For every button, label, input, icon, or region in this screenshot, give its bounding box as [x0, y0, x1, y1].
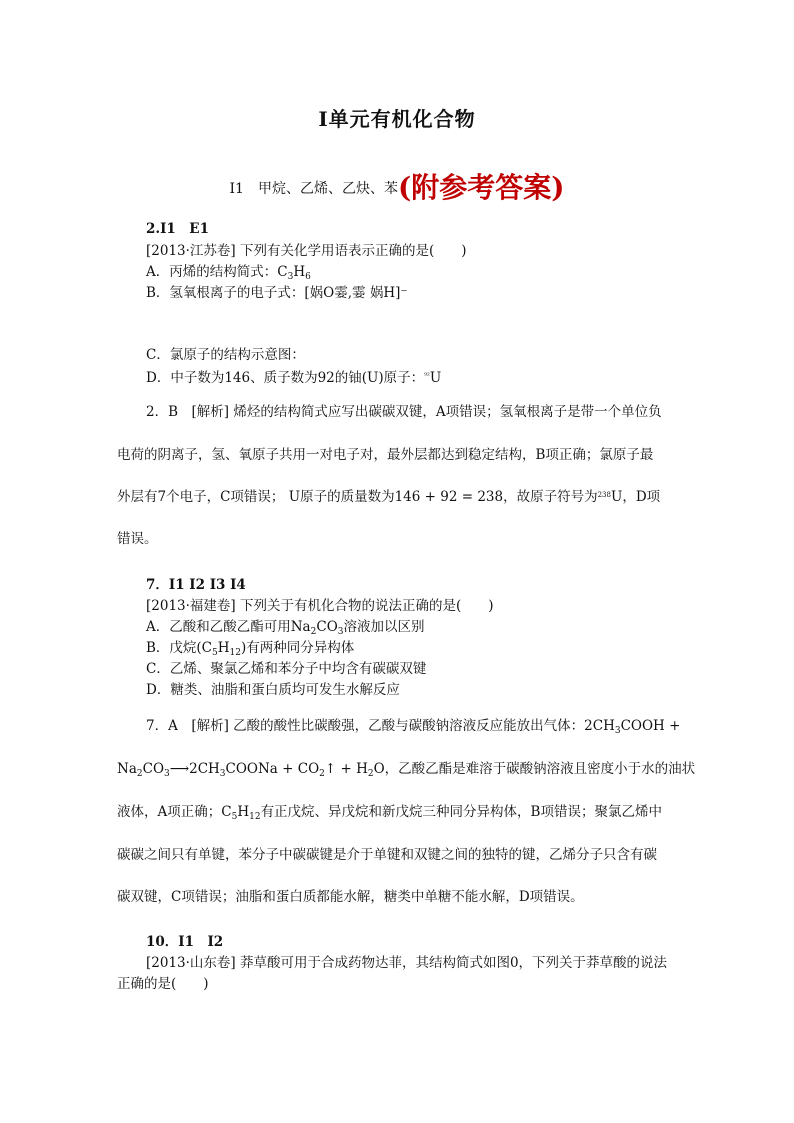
question-2-option-d: D．中子数为146、质子数为92的铀(U)原子：$^{^{92}}$U [146, 370, 442, 386]
question-10-line-2: 正确的是( ) [117, 976, 209, 992]
question-7-stem [146, 596, 494, 617]
question-7-source: [2013·福建卷] [146, 598, 236, 614]
question-2-source: [2013·江苏卷] [146, 243, 236, 259]
question-2-stem [146, 241, 467, 262]
question-7-option-d: D．糖类、油脂和蛋白质均可发生水解反应 [146, 682, 400, 698]
answer-2-line-3: 外层有7个电子，C项错误； U原子的质量数为146 + 92 = 238，故原子符号为$^{238}$U，D项 [117, 489, 661, 505]
question-2-option-b: B．氢氧根离子的电子式：[娲O霎,霎 娲H]⁻ [146, 285, 408, 301]
answer-2-line-1: 2．B [解析] 烯烃的结构简式应写出碳碳双键，A项错误；氢氧根离子是带一个单位负 [146, 404, 662, 420]
question-7-option-c: C．乙烯、聚氯乙烯和苯分子中均含有碳碳双键 [146, 661, 427, 677]
answer-7-line-1: 7．A [解析] 乙酸的酸性比碳酸强，乙酸与碳酸钠溶液反应能放出气体：$2CH_3COOH$ + [146, 718, 681, 736]
question-10-line-1: [2013·山东卷] 莽草酸可用于合成药物达菲，其结构简式如图0，下列关于莽草酸的说法 [146, 955, 668, 971]
answer-7-line-2: $Na_2CO_3⟶2CH_3COONa$ + $CO_2↑ + H_2O$，乙酸乙酯是难溶于碳酸钠溶液且密度小于水的油状 [117, 761, 696, 779]
question-2-option-c: C．氯原子的结构示意图： [146, 347, 305, 363]
answer-7-line-5: 碳双键，C项错误；油脂和蛋白质都能水解，糖类中单糖不能水解，D项错误。 [117, 889, 584, 905]
subtitle-text: I1 甲烷、乙烯、乙炔、苯 [229, 181, 398, 197]
question-2-text: 下列有关化学用语表示正确的是( ) [239, 243, 467, 259]
question-7-option-b: B．戊烷$(C_5H_{12})$有两种同分异构体 [146, 640, 355, 658]
answer-2-line-4: 错误。 [117, 531, 158, 547]
answer-key-note: (附参考答案) [397, 171, 565, 204]
question-2-option-a: A．丙烯的结构简式：$C_3H_6$ [146, 264, 311, 282]
question-7-text: 下列关于有机化合物的说法正确的是( ) [239, 598, 494, 614]
question-7-tag: 7．I1 I2 I3 I4 [146, 577, 246, 593]
question-10-tag: 10．I1 I2 [146, 934, 224, 950]
answer-7-line-4: 碳碳之间只有单键，苯分子中碳碳键是介于单键和双键之间的独特的键，乙烯分子只含有碳 [117, 847, 657, 863]
answer-7-line-3: 液体，A项正确；$C_5H_{12}$有正戊烷、异戊烷和新戊烷三种同分异构体，B项错误；聚氯乙烯中 [117, 804, 662, 822]
question-2-tag: 2.I1 E1 [146, 221, 209, 237]
answer-2-line-2: 电荷的阴离子，氢、氧原子共用一对电子对，最外层都达到稳定结构，B项正确；氯原子最 [117, 447, 654, 463]
page-title: I单元有机化合物 [318, 107, 476, 131]
question-7-option-a: A．乙酸和乙酸乙酯可用$Na_2CO_3$溶液加以区别 [146, 619, 425, 637]
section-subtitle [0, 166, 794, 206]
